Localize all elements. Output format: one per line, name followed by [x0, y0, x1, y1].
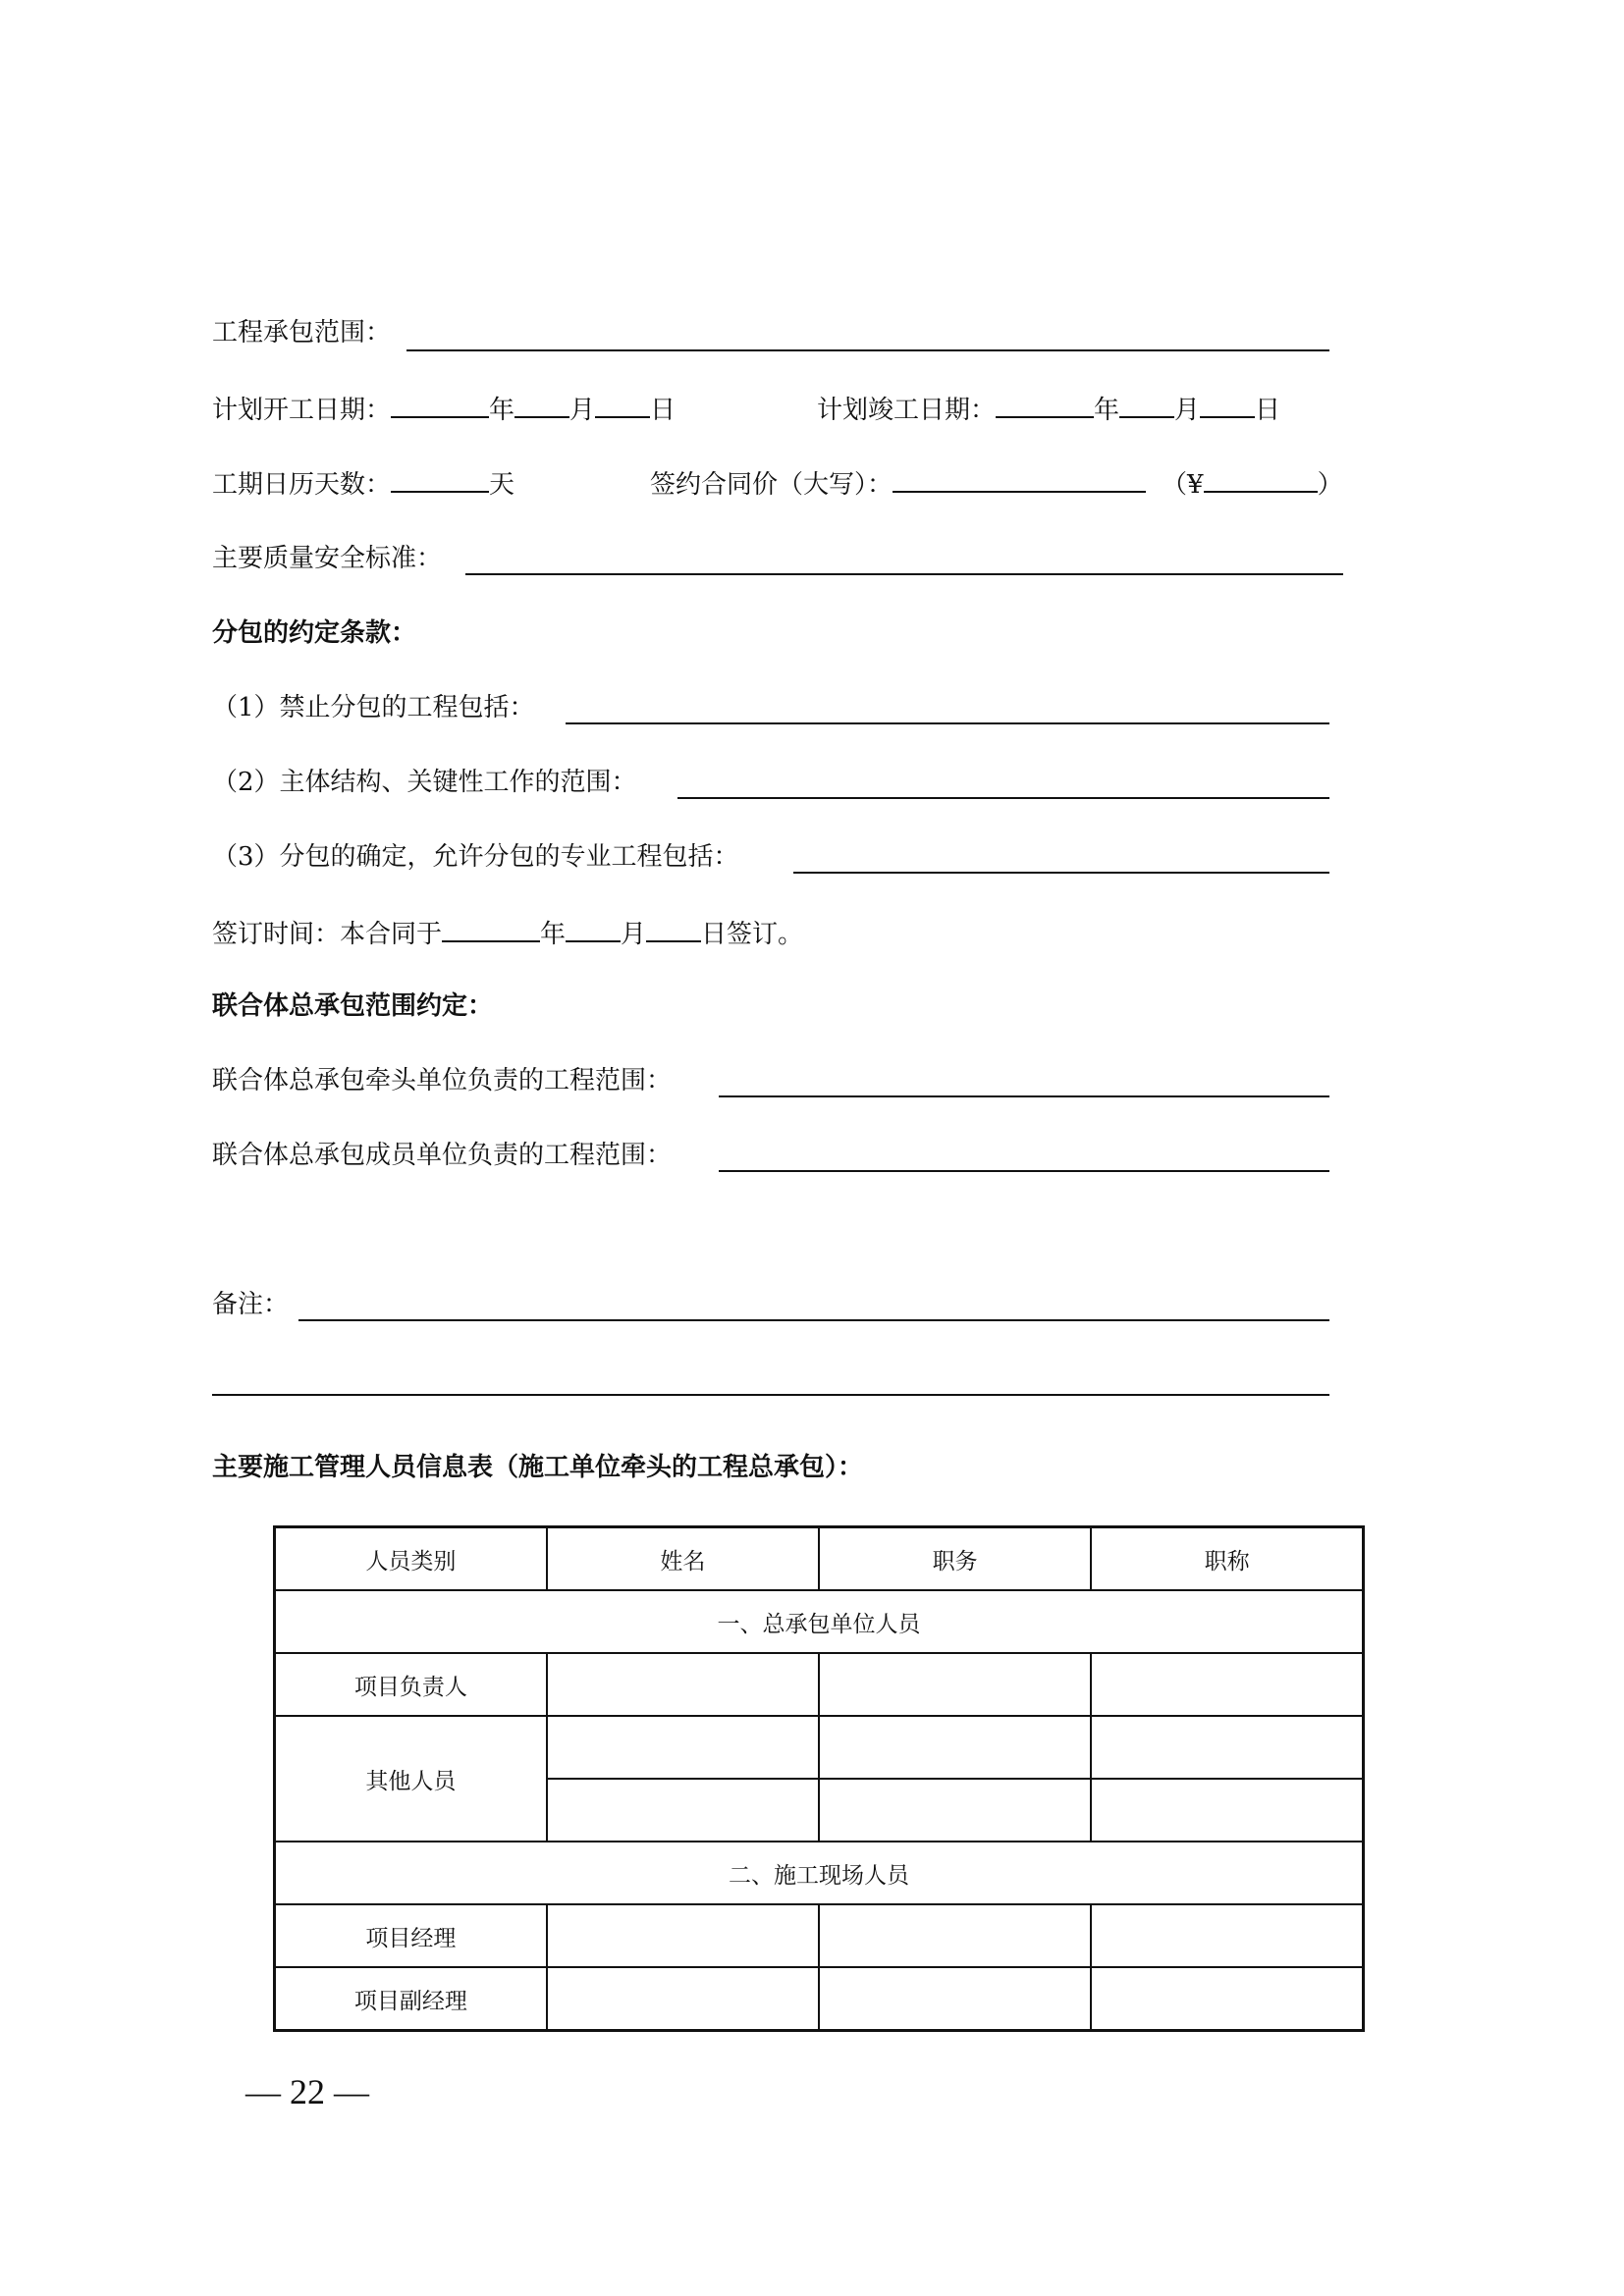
signing-row: [212, 915, 803, 951]
subcontract-item-2-line[interactable]: [677, 797, 1329, 799]
subcontract-item-1: [212, 691, 535, 724]
row-label-project-leader: 项目负责人: [275, 1653, 547, 1716]
table-cell[interactable]: [547, 1904, 819, 1967]
finish-year-field[interactable]: [996, 391, 1094, 418]
finish-date-label: 计划竣工日期：: [817, 396, 997, 425]
consortium-member-row: [212, 1139, 672, 1172]
remarks-row: [212, 1288, 289, 1321]
month-label: 月: [1174, 396, 1201, 425]
subcontract-heading: 分包的约定条款：: [212, 618, 417, 648]
subcontract-item-3: [212, 840, 739, 874]
staff-info-table: [273, 1525, 1365, 2032]
signing-year-label: 年: [540, 920, 567, 949]
row-label-project-manager: 项目经理: [275, 1904, 547, 1967]
row-label-others: 其他人员: [275, 1716, 547, 1842]
start-date-label: 计划开工日期：: [212, 396, 392, 425]
quality-input-line[interactable]: [465, 573, 1343, 575]
subcontract-item-1-label: （1）禁止分包的工程包括：: [212, 693, 535, 722]
signing-day-field[interactable]: [646, 915, 701, 942]
section-row: [275, 1842, 1364, 1904]
price-words-field[interactable]: [893, 465, 1146, 493]
row-label-deputy-manager: 项目副经理: [275, 1967, 547, 2031]
quality-label: 主要质量安全标准：: [212, 544, 443, 573]
remarks-line-2[interactable]: [212, 1394, 1329, 1396]
header-position: 职务: [819, 1527, 1091, 1591]
consortium-member-line[interactable]: [719, 1170, 1329, 1172]
price-number-field[interactable]: [1204, 465, 1318, 493]
subcontract-item-2: [212, 766, 637, 799]
price-close: ）: [1317, 470, 1343, 500]
remarks-line-1[interactable]: [298, 1319, 1329, 1321]
table-cell[interactable]: [819, 1653, 1091, 1716]
table-row: [275, 1967, 1364, 2031]
consortium-member-label: 联合体总承包成员单位负责的工程范围：: [212, 1141, 673, 1170]
start-month-field[interactable]: [514, 391, 569, 418]
duration-field[interactable]: [391, 465, 489, 493]
duration-label: 工期日历天数：: [212, 470, 392, 500]
finish-month-field[interactable]: [1119, 391, 1174, 418]
price-open: （¥: [1162, 470, 1204, 500]
duration-unit: 天: [489, 470, 515, 500]
table-cell[interactable]: [1091, 1653, 1363, 1716]
finish-date-row: [817, 391, 1280, 427]
scope-label: 工程承包范围：: [212, 318, 392, 347]
header-name: 姓名: [547, 1527, 819, 1591]
price-row: [650, 465, 1343, 502]
consortium-lead-label: 联合体总承包牵头单位负责的工程范围：: [212, 1066, 673, 1095]
page-number: — 22 —: [245, 2072, 369, 2111]
subcontract-item-1-line[interactable]: [566, 722, 1329, 724]
table-cell[interactable]: [1091, 1967, 1363, 2031]
table-cell[interactable]: [819, 1967, 1091, 2031]
table-row: [275, 1904, 1364, 1967]
start-year-field[interactable]: [391, 391, 489, 418]
year-label: 年: [489, 396, 515, 425]
table-row: [275, 1653, 1364, 1716]
subcontract-item-3-label: （3）分包的确定，允许分包的专业工程包括：: [212, 842, 739, 872]
staff-table-title: 主要施工管理人员信息表（施工单位牵头的工程总承包）：: [212, 1453, 864, 1482]
section-2-label: 二、施工现场人员: [275, 1842, 1364, 1904]
signing-year-field[interactable]: [442, 915, 540, 942]
table-header-row: [275, 1527, 1364, 1591]
signing-month-field[interactable]: [566, 915, 621, 942]
scope-row: [212, 316, 391, 349]
day-label: 日: [1255, 396, 1281, 425]
table-cell[interactable]: [819, 1779, 1091, 1842]
month-label: 月: [569, 396, 596, 425]
scope-input-line[interactable]: [406, 349, 1329, 351]
finish-day-field[interactable]: [1200, 391, 1255, 418]
subcontract-item-2-label: （2）主体结构、关键性工作的范围：: [212, 768, 637, 797]
subcontract-item-3-line[interactable]: [793, 872, 1329, 874]
year-label: 年: [1094, 396, 1120, 425]
price-label: 签约合同价（大写）：: [650, 470, 893, 500]
table-cell[interactable]: [547, 1967, 819, 2031]
table-row: [275, 1716, 1364, 1779]
remarks-label: 备注：: [212, 1290, 290, 1319]
header-title: 职称: [1091, 1527, 1363, 1591]
section-1-label: 一、总承包单位人员: [275, 1590, 1364, 1653]
table-cell[interactable]: [1091, 1904, 1363, 1967]
header-category: 人员类别: [275, 1527, 547, 1591]
quality-row: [212, 542, 442, 575]
section-row: [275, 1590, 1364, 1653]
signing-prefix: 签订时间：本合同于: [212, 920, 443, 949]
day-label: 日: [650, 396, 677, 425]
table-cell[interactable]: [1091, 1716, 1363, 1779]
start-date-row: [212, 391, 676, 427]
consortium-heading: 联合体总承包范围约定：: [212, 991, 494, 1021]
signing-suffix: 日签订。: [701, 920, 804, 949]
consortium-lead-line[interactable]: [719, 1095, 1329, 1097]
consortium-lead-row: [212, 1064, 672, 1097]
table-cell[interactable]: [547, 1779, 819, 1842]
table-cell[interactable]: [819, 1904, 1091, 1967]
table-cell[interactable]: [819, 1716, 1091, 1779]
table-cell[interactable]: [1091, 1779, 1363, 1842]
start-day-field[interactable]: [595, 391, 650, 418]
signing-month-label: 月: [621, 920, 647, 949]
duration-row: [212, 465, 514, 502]
table-cell[interactable]: [547, 1653, 819, 1716]
table-cell[interactable]: [547, 1716, 819, 1779]
